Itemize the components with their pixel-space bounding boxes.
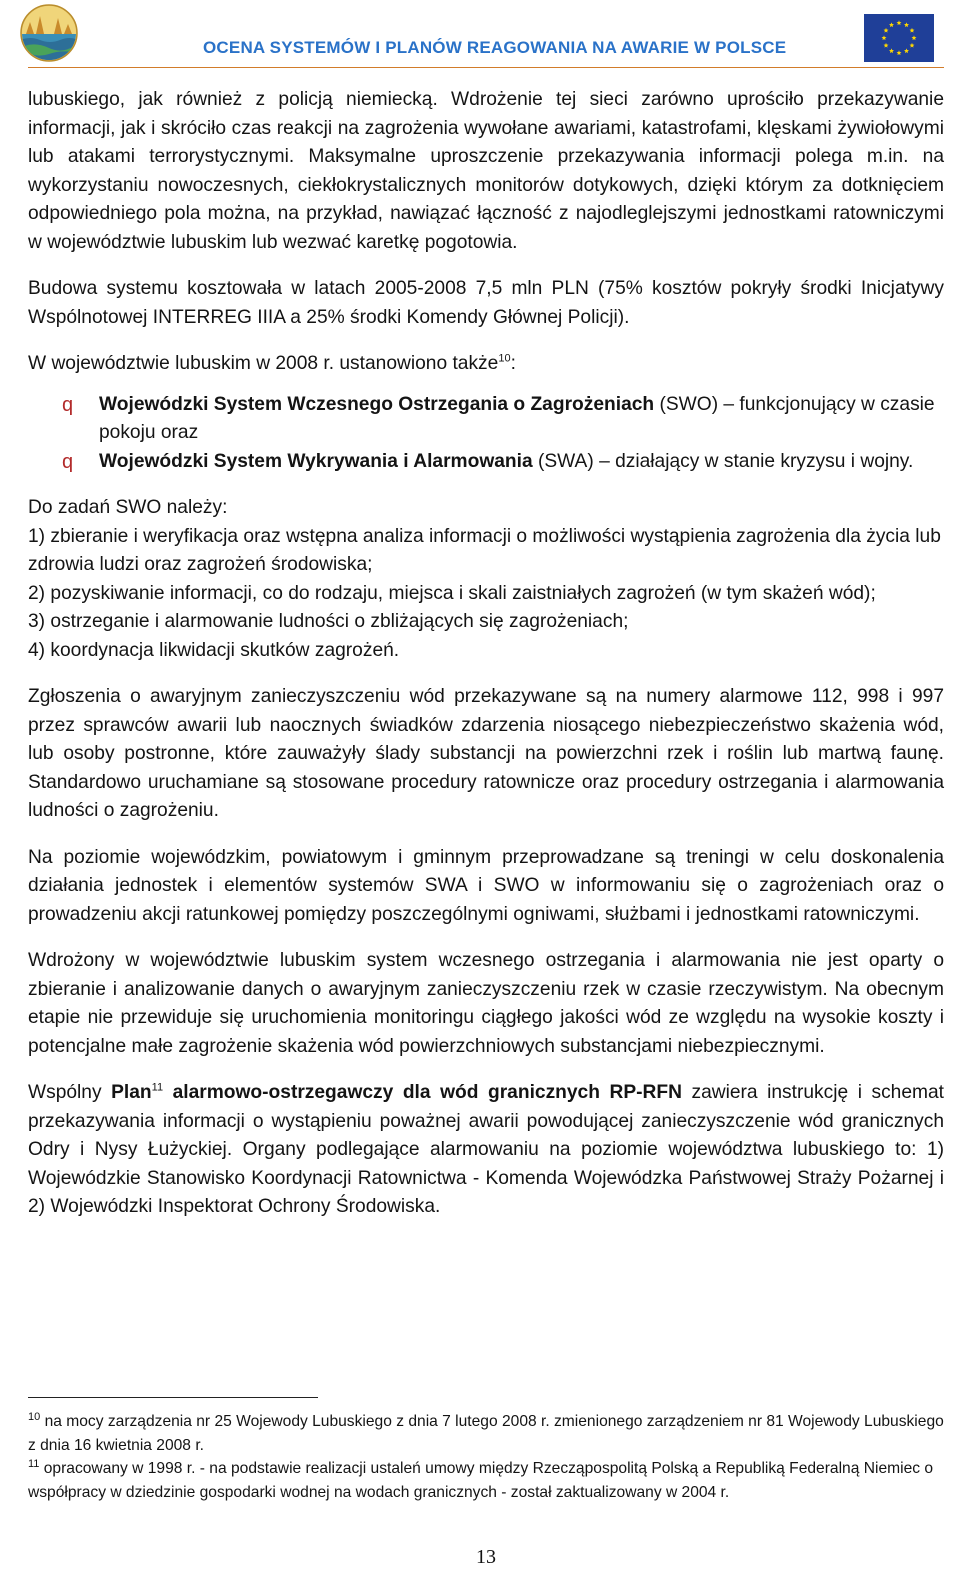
list-item: q Wojewódzki System Wykrywania i Alarmowania (SWA) – działający w stanie kryzysu i wojny. [28,448,944,477]
bullet-icon: q [62,450,74,473]
list-item: 4) koordynacja likwidacji skutków zagrożeń. [28,639,400,661]
paragraph: W województwie lubuskim w 2008 r. ustanowiono także$^{10}$: [28,352,516,374]
paragraph: Na poziomie wojewódzkim, powiatowym i gminnym przeprowadzane są treningi w celu doskonalenia działania jednostek i elementów systemów SWA i SWO w informowaniu się o zagrożeniach oraz o prowadzeniu akcji ratunkowej pomiędzy poszczególnymi ogniwami, służbami i jednostkami ratowniczymi. [28,846,944,925]
footnote-reference: 10 [498,352,511,365]
footnote-divider [28,1397,318,1398]
footnote: $^{10}$ na mocy zarządzenia nr 25 Wojewody Lubuskiego z dnia 7 lutego 2008 r. zmienionego zarządzeniem nr 81 Wojewody Lubuskiego z dnia 16 kwietnia 2008 r. [28,1410,944,1454]
footnote-reference: 11 [151,1081,164,1094]
document-header-title: OCENA SYSTEMÓW I PLANÓW REAGOWANIA NA AWARIE W POLSCE [203,38,787,57]
paragraph: Zgłoszenia o awaryjnym zanieczyszczeniu wód przekazywane są na numery alarmowe 112, 998 i 997 przez sprawców awarii lub naocznych świadków zdarzenia niosącego niebezpieczeństwo skażenia wód, lub osoby postronne, które zauważyły ślady substancji na powierzchni rzek i roślin lub martwą faunę. Standardowo uruchamiane są stosowane procedury ratownicze oraz procedury ostrzegania i alarmowania ludności o zagrożeniu. [28,686,944,821]
footnotes [28,1410,944,1504]
list-item: 2) pozyskiwanie informacji, co do rodzaju, miejsca i skali zaistniałych zagrożeń (w tym skażeń wód); [28,582,876,604]
list-item: 1) zbieranie i weryfikacja oraz wstępna analiza informacji o możliwości wystąpienia zagrożenia dla życia lub zdrowia ludzi oraz zagrożeń środowiska; [28,525,941,575]
footnote: $^{11}$ opracowany w 1998 r. - na podstawie realizacji ustaleń umowy między Rzecząpospolitą Polską a Republiką Federalną Niemiec o współpracy w dziedzinie gospodarki wodnej na wodach granicznych - został zaktualizowany w 2004 r. [28,1457,934,1501]
paragraph: Wspólny Plan$^{11}$ alarmowo-ostrzegawczy dla wód granicznych RP-RFN zawiera instrukcję i schemat przekazywania informacji o wystąpieniu poważnej awarii powodującej zanieczyszczenie wód granicznych Odry i Nysy Łużyckiej. Organy podlegające alarmowaniu na poziomie województwa lubuskiego to: 1) Wojewódzkie Stanowisko Koordynacji Ratownictwa - Komenda Wojewódzka Państwowej Straży Pożarnej i 2) Wojewódzki Inspektorat Ochrony Środowiska. [28,1081,944,1217]
eu-flag-icon [864,14,934,62]
header-divider [28,67,944,68]
document-body [28,86,944,1222]
page-number: 13 [476,1546,496,1568]
circular-emblem-icon [20,4,78,62]
list-item: q Wojewódzki System Wczesnego Ostrzegania o Zagrożeniach (SWO) – funkcjonujący w czasie pokoju oraz [28,391,944,448]
paragraph: Budowa systemu kosztowała w latach 2005-2008 7,5 mln PLN (75% kosztów pokryły środki Inicjatywy Wspólnotowej INTERREG IIIA a 25% środki Komendy Głównej Policji). [28,278,944,328]
list-item: 3) ostrzeganie i alarmowanie ludności o zbliżających się zagrożeniach; [28,611,629,632]
bullet-icon: q [62,393,74,416]
paragraph: lubuskiego, jak również z policją niemiecką. Wdrożenie tej sieci zarówno uprościło przekazywanie informacji, jak i skróciło czas reakcji na zagrożenia wywołane awariami, katastrofami, klęskami żywiołowymi lub atakami terrorystycznymi. Maksymalne uproszczenie przekazywania informacji polega m.in. na wykorzystaniu nowoczesnych, ciekłokrystalicznych monitorów dotykowych, dzięki którym za dotknięciem odpowiedniego pola można, na przykład, nawiązać łączność z najodleglejszymi jednostkami ratowniczymi w województwie lubuskim lub wezwać karetkę pogotowia. [28,89,944,253]
paragraph: Wdrożony w województwie lubuskim system wczesnego ostrzegania i alarmowania nie jest oparty o zbieranie i analizowanie danych o awaryjnym zanieczyszczeniu rzek w czasie rzeczywistym. Na obecnym etapie nie przewiduje się uruchomienia monitoringu ciągłego jakości wód ze względu na wysokie koszty i potencjalne małe zagrożenie skażenia wód powierzchniowych substancjami niebezpiecznymi. [28,950,944,1057]
page-header [0,0,960,72]
list-heading: Do zadań SWO należy: [28,497,228,518]
